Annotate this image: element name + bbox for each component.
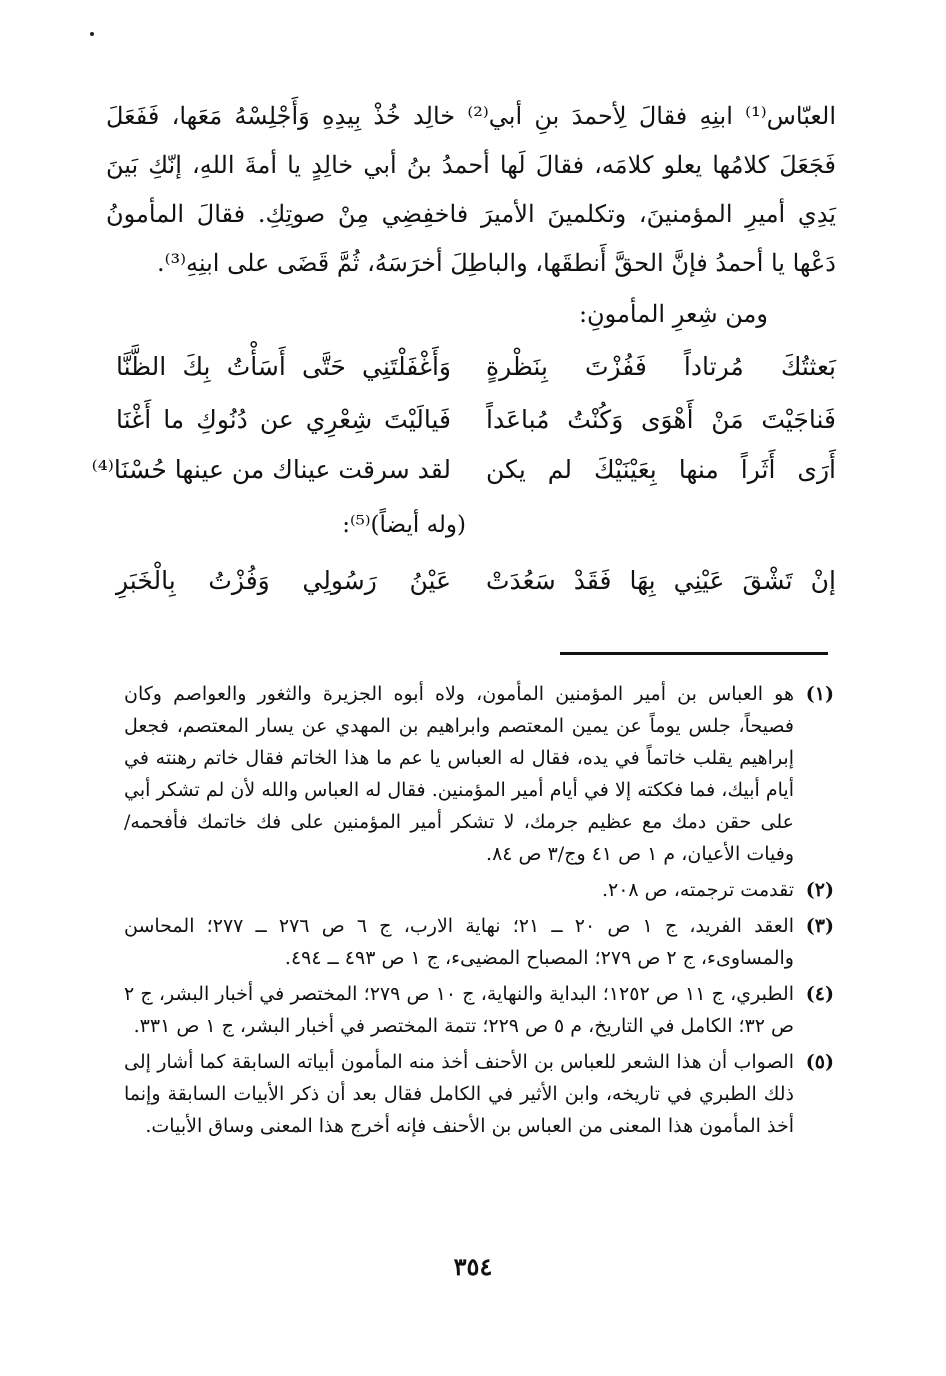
verse-1-first-hemistich: بَعثتُكَ مُرتاداً فَفُزْتَ بِنَظْرةٍ bbox=[486, 352, 836, 381]
footnote-3 bbox=[124, 910, 834, 974]
footnote-number: (٢) bbox=[805, 879, 834, 901]
verse-4-second-hemistich: عَيْنُ رَسُولِي وَفُزْتُ بِالْخَبَرِ bbox=[116, 566, 451, 595]
footnote-text: العقد الفريد، ج ١ ص ٢٠ ــ ٢١؛ نهاية الارب، ج ٦ ص ٢٧٦ ــ ٢٧٧؛ المحاسن والمساوىء، ج ٢ ص ٢٧٩؛ المصباح المضيىء، ج ١ ص ٤٩٣ ــ ٤٩٤. bbox=[124, 915, 794, 969]
footnote-number: (٣) bbox=[805, 915, 834, 937]
verse-line-4 bbox=[116, 566, 836, 618]
paragraph-text: العبّاس⁽¹⁾ ابنِهِ فقالَ لِأحمدَ بنِ أبي⁽²⁾ خالِد خُذْ بِيدِهِ وَأَجْلِسْهُ مَعَها، فَفَعَلَ فَجَعَلَ كلامُها يعلو كلامَه، فقالَ لَها أحمدُ بنُ أبي خالِدٍ يا أمةَ اللهِ، إنّكِ بَينَ يَدِي أميرِ المؤمنينَ، وتكلمينَ الأميرَ فاخفِضِي مِنْ صوتِكِ. فقالَ المأمونُ دَعْها يا أحمدُ فإنَّ الحقَّ أَنطقَها، والباطِلَ أخرَسَهُ، ثُمَّ قَضَى على ابنِهِ⁽³⁾. bbox=[106, 102, 837, 277]
main-paragraph bbox=[106, 92, 836, 288]
poetry-intro: ومن شِعرِ المأمونِ: bbox=[578, 300, 768, 328]
verse-3-second-hemistich: لقد سرقت عيناك من عينها حُسْنَا⁽⁴⁾ bbox=[91, 455, 451, 484]
verse-line-3 bbox=[91, 455, 836, 507]
footnote-number: (٥) bbox=[805, 1051, 834, 1073]
footnote-text: الطبري، ج ١١ ص ١٢٥٢؛ البداية والنهاية، ج ١٠ ص ٢٧٩؛ المختصر في أخبار البشر، ج ٢ ص ٣٢؛ الكامل في التاريخ، م ٥ ص ٢٢٩؛ تتمة المختصر في أخبار البشر، ج ١ ص ٣٣١. bbox=[124, 983, 794, 1037]
poetry-sub-intro: (وله أيضاً)⁽⁵⁾: bbox=[342, 512, 466, 538]
footnote-text: الصواب أن هذا الشعر للعباس بن الأحنف أخذ منه المأمون أبياته السابقة كما أشار إلى ذلك الطبري في تاريخه، وابن الأثير في الكامل فقال بعد أن ذكر الأبيات السابقة وإنما أخذ المأمون هذا المعنى من العباس بن الأحنف فإنه أخرج هذا المعنى وساق الأبيات. bbox=[124, 1051, 794, 1137]
footnotes bbox=[124, 678, 834, 1146]
verse-line-2 bbox=[116, 405, 836, 457]
page-number: ٣٥٤ bbox=[453, 1252, 493, 1281]
verse-3-first-hemistich: أَرَى أَثَراً منها بِعَيْنَيْكَ لم يكن bbox=[486, 455, 836, 484]
footnote-2 bbox=[124, 874, 834, 906]
stray-dot-mark bbox=[90, 32, 94, 36]
verse-4-first-hemistich: إنْ تَشْقَ عَيْنِي بِهَا فَقَدْ سَعُدَتْ bbox=[486, 566, 836, 595]
footnote-5 bbox=[124, 1046, 834, 1142]
footnote-number: (١) bbox=[805, 683, 834, 705]
footnote-divider bbox=[560, 652, 828, 655]
footnote-text: تقدمت ترجمته، ص ٢٠٨. bbox=[601, 879, 794, 901]
verse-line-1 bbox=[116, 352, 836, 404]
verse-1-second-hemistich: وَأَغْفَلْتَنِي حَتَّى أَسَأْتُ بِكَ الظَّنَّا bbox=[116, 352, 451, 381]
footnote-text: هو العباس بن أمير المؤمنين المأمون، ولاه أبوه الجزيرة والثغور والعواصم وكان فصيحاً، جلس يوماً عن يمين المعتصم وابراهيم بن المهدي عن يسار المعتصم، فجعل إبراهيم يقلب خاتماً في يده، فقال له العباس يا عم ما هذا الخاتم فقال خاتم رهنته في أيام أبيك، فما فككته إلا في أيام أمير المؤمنين. فقال له العباس والله لأن لم تشكر أبي على حقن دمك مع عظيم جرمك، لا تشكر أمير المؤمنين على فك خاتمك فأفحمه/ وفيات الأعيان، م ١ ص ٤١ وج/٣ ص ٨٤. bbox=[124, 683, 794, 865]
footnote-4 bbox=[124, 978, 834, 1042]
footnote-number: (٤) bbox=[805, 983, 834, 1005]
verse-2-first-hemistich: فَناجَيْتَ مَنْ أَهْوَى وَكُنْتُ مُباعَداً bbox=[486, 405, 836, 434]
verse-2-second-hemistich: فَيالَيْتَ شِعْرِي عن دُنُوكِ ما أَغْنَا bbox=[116, 405, 451, 434]
footnote-1 bbox=[124, 678, 834, 870]
